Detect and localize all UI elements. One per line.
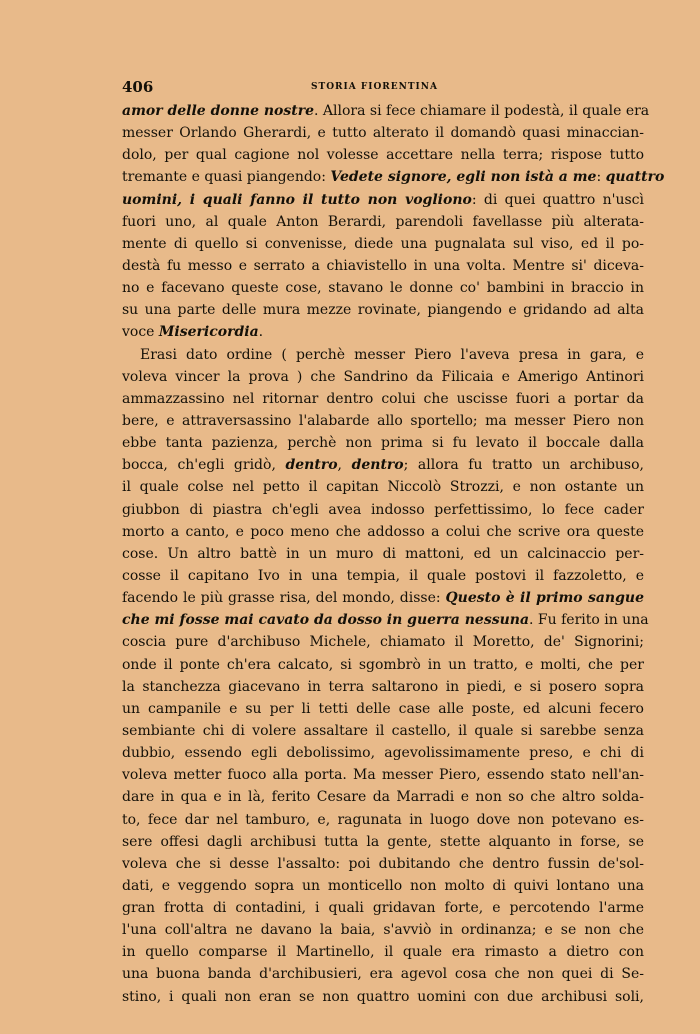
text-segment: la stanchezza giacevano in terra saltarono in piedi, e si posero sopra [122,678,644,695]
text-line [122,432,644,454]
text-line [122,897,644,919]
text-segment: , [337,457,352,474]
text-segment: cosse il capitano Ivo in una tempia, il quale postovi il fazzoletto, e [122,567,644,584]
text-line [122,211,644,233]
text-segment: sembiante chi di volere assaltare il castello, il quale si sarebbe senza [122,722,644,739]
text-segment: su una parte delle mura mezze rovinate, piangendo e gridando ad alta [122,302,644,319]
text-line [122,631,644,653]
text-line [122,255,644,277]
text-line [122,698,644,720]
text-segment: stino, i quali non eran se non quattro uomini con due archibusi soli, [122,988,644,1005]
text-line [122,587,644,609]
text-segment: ; allora fu tratto un archibuso, [403,457,644,474]
text-line [122,454,644,476]
text-segment: fuori uno, al quale Anton Berardi, parendoli favellasse più alterata- [122,213,644,230]
text-line [122,476,644,498]
text-line [122,676,644,698]
text-segment: un campanile e su per li tetti delle case alle poste, ed alcuni fecero [122,700,644,717]
text-segment: Erasi dato ordine ( perchè messer Piero l'aveva presa in gara, e [140,346,644,363]
running-title: STORIA FIORENTINA [311,82,438,92]
italic-segment: uomini, i quali fanno il tutto non vogliono [122,191,472,208]
text-line [122,565,644,587]
text-segment: ebbe tanta pazienza, perchè non prima si fu levato il boccale dalla [122,435,644,452]
text-segment: . Allora si fece chiamare il podestà, il quale era [314,103,650,119]
text-line [122,742,644,764]
text-segment: . Fu ferito in una [529,612,649,629]
text-segment: sere offesi dagli archibusi tutta la gente, stette alquanto in forse, se [122,833,644,850]
italic-segment: dentro [351,457,404,474]
text-segment: morto a canto, e poco meno che addosso a colui che scrive ora queste [122,523,644,540]
text-segment: coscia pure d'archibuso Michele, chiamato il Moretto, de' Signorini; [122,634,644,651]
text-segment: to, fece dar nel tamburo, e, ragunata in luogo dove non potevano es- [122,811,644,828]
text-segment: voce [122,324,159,341]
page-number: 406 [122,78,154,96]
text-line [122,986,644,1008]
text-line [122,388,644,410]
text-line [122,853,644,875]
text-segment: : [596,169,606,186]
text-segment: destà fu messo e serrato a chiavistello in una volta. Mentre si' diceva- [122,257,644,274]
text-segment: una buona banda d'archibusieri, era agevol cosa che non quei di Se- [122,966,644,983]
text-line [122,543,644,565]
italic-segment: quattro [605,169,665,186]
text-segment: il quale colse nel petto il capitan Niccolò Strozzi, e non ostante un [122,479,644,496]
text-line [122,299,644,321]
text-segment: dati, e veggendo sopra un monticello non molto di quivi lontano una [122,877,644,894]
text-line [122,809,644,831]
text-line [122,941,644,963]
text-segment: facendo le più grasse risa, del mondo, disse: [122,590,446,607]
italic-segment: Misericordia [158,324,259,341]
text-segment: no e facevano queste cose, stavano le donne co' bambini in braccio in [122,280,644,297]
page-header [122,78,644,100]
text-segment: onde il ponte ch'era calcato, si sgombrò in un tratto, e molti, che per [122,656,644,673]
text-line [122,321,644,343]
text-line [122,831,644,853]
text-segment: bere, e attraversassino l'alabarde allo sportello; ma messer Piero non [122,412,644,429]
text-segment: . [258,324,264,341]
text-segment: dare in qua e in là, ferito Cesare da Marradi e non so che altro solda- [122,789,644,806]
text-line [122,233,644,255]
text-segment: gran frotta di contadini, i quali gridavan forte, e percotendo l'arme [122,900,644,917]
italic-segment: che mi fosse mai cavato da dosso in guerra nessuna [122,612,530,629]
text-line [122,189,644,211]
text-segment: dubbio, essendo egli debolissimo, agevolissimamente preso, e chi di [122,745,644,762]
text-segment: ammazzassino nel ritornar dentro colui che uscisse fuori a portar da [122,390,644,407]
text-segment: dolo, per qual cagione nol volesse accettare nella terra; rispose tutto [122,147,644,164]
text-segment: bocca, ch'egli gridò, [122,457,286,474]
text-segment: voleva vincer la prova ) che Sandrino da Filicaia e Amerigo Antinori [122,368,644,385]
text-line [122,963,644,985]
text-line [122,499,644,521]
text-line [122,786,644,808]
text-segment: cose. Un altro battè in un muro di mattoni, ed un calcinaccio per- [122,545,644,562]
italic-segment: amor delle donne nostre [122,103,315,119]
text-line [122,166,665,188]
text-line [122,410,644,432]
text-segment: voleva che si desse l'assalto: poi dubitando che dentro fussin de'sol- [122,855,644,872]
text-line [122,654,644,676]
text-line [122,366,644,388]
text-line [122,100,650,122]
italic-segment: Vedete signore, egli non istà a me [330,169,597,186]
text-line [122,720,644,742]
text-segment: messer Orlando Gherardi, e tutto alterato il domandò quasi minaccian- [122,125,644,142]
italic-segment: dentro [285,457,338,474]
italic-segment: Questo è il primo sangue [445,590,644,607]
body-text [122,100,665,1008]
text-segment: l'una coll'altra ne davano la baia, s'avviò in ordinanza; e se non che [122,922,644,939]
text-line [122,609,649,631]
text-line [122,277,644,299]
text-line [122,344,644,366]
text-segment: in quello comparse il Martinello, il quale era rimasto a dietro con [122,944,644,961]
text-segment: : di quei quattro n'uscì [471,191,644,208]
book-page [122,78,665,1008]
text-line [122,875,644,897]
text-line [122,764,644,786]
text-line [122,919,644,941]
text-segment: mente di quello si convenisse, diede una pugnalata sul viso, ed il po- [122,235,644,252]
text-line [122,521,644,543]
text-segment: voleva metter fuoco alla porta. Ma messer Piero, essendo stato nell'an- [122,767,644,784]
text-segment: tremante e quasi piangendo: [122,169,331,186]
text-line [122,122,644,144]
text-segment: giubbon di piastra ch'egli avea indosso perfettissimo, lo fece cader [122,501,644,518]
text-line [122,144,644,166]
